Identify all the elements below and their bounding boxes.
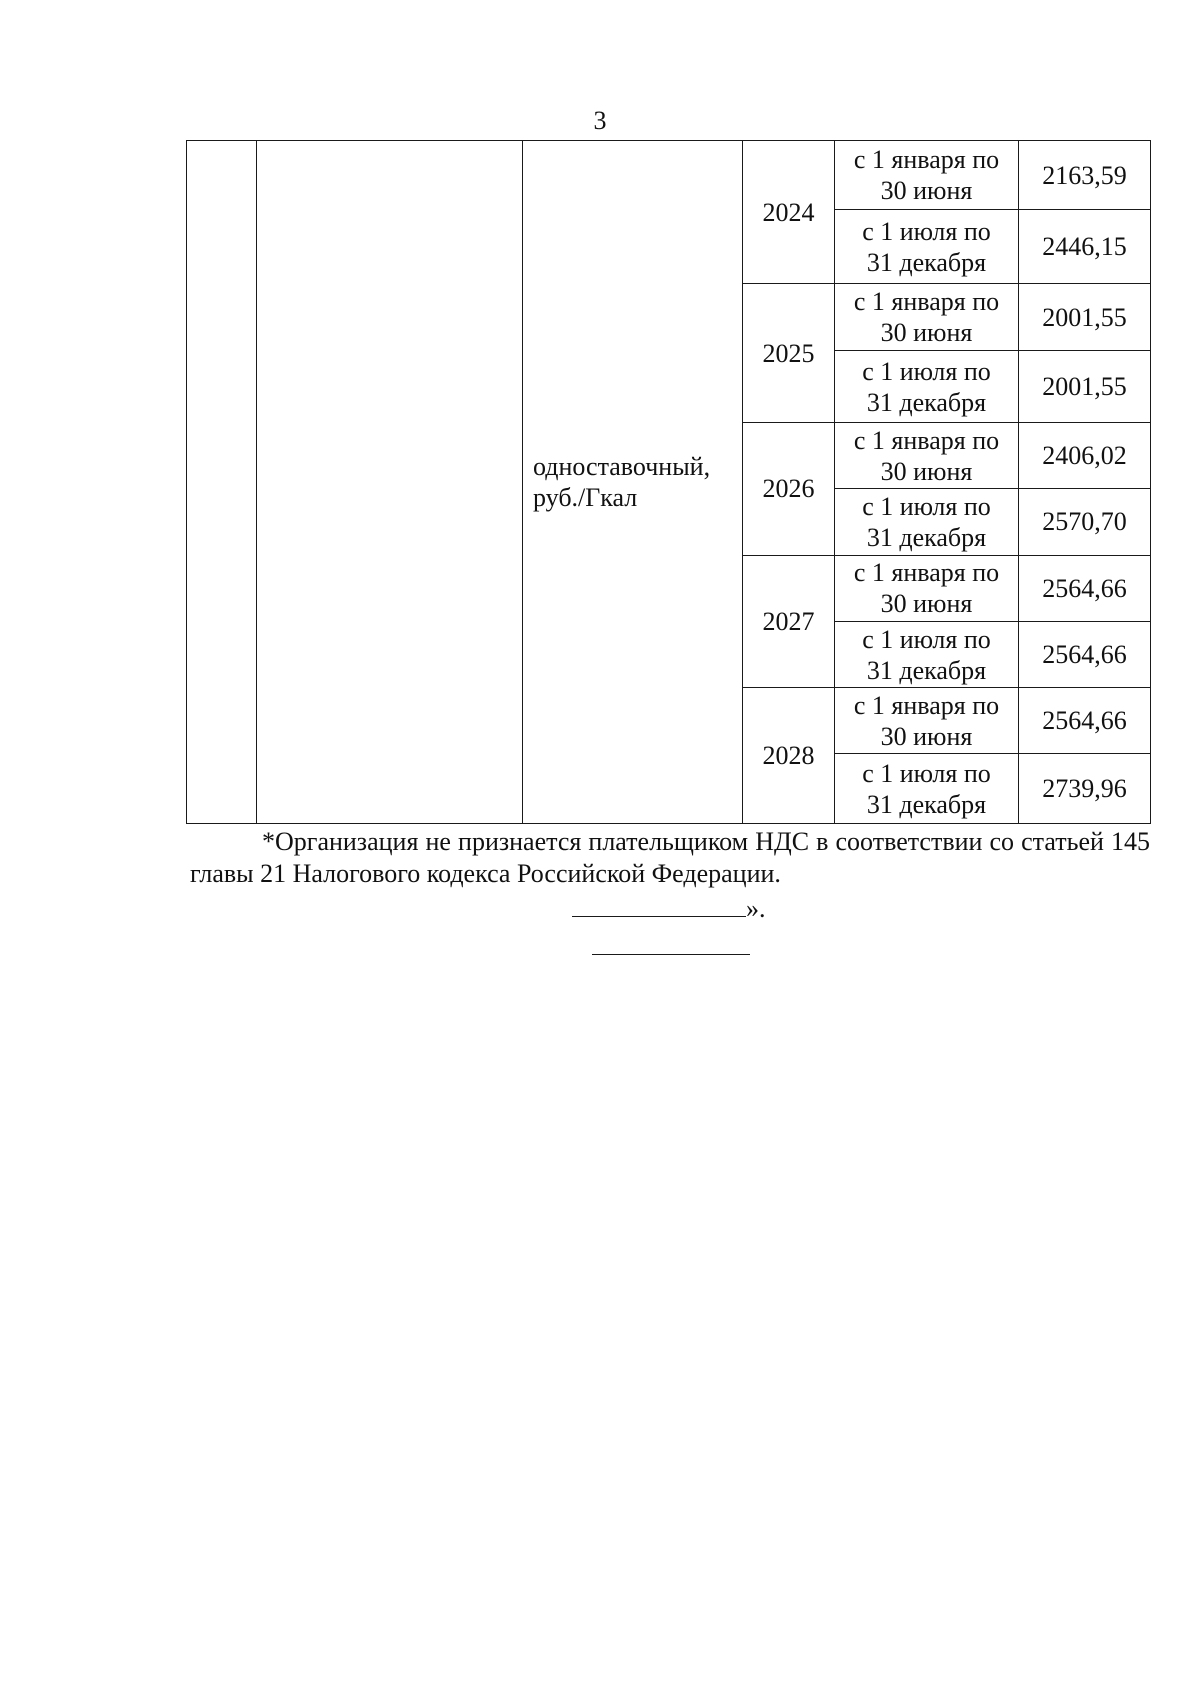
year-cell: 2024 — [743, 141, 835, 284]
tariff-value-cell: 2564,66 — [1019, 688, 1151, 754]
period-line: с 1 июля по — [862, 624, 991, 654]
organization-cell — [257, 141, 523, 824]
period-line: 31 декабря — [866, 387, 987, 417]
tariff-value-cell: 2739,96 — [1019, 754, 1151, 824]
period-cell — [835, 284, 1019, 351]
period-line: 31 декабря — [866, 247, 987, 277]
period-line: 30 июня — [880, 456, 973, 486]
period-line: с 1 января по — [853, 690, 1000, 720]
tariff-value-cell: 2570,70 — [1019, 489, 1151, 555]
period-cell — [835, 688, 1019, 754]
period-line: 30 июня — [880, 318, 973, 348]
period-line: 31 декабря — [866, 655, 987, 685]
tariff-type-line: одноставочный, — [533, 452, 711, 481]
year-cell: 2025 — [743, 284, 835, 423]
period-line: с 1 января по — [853, 145, 1000, 175]
period-cell — [835, 423, 1019, 489]
tariff-type-line: руб./Гкал — [533, 483, 638, 512]
period-line: с 1 июля по — [862, 491, 991, 521]
period-line: 30 июня — [880, 721, 973, 751]
number-cell — [187, 141, 257, 824]
period-line: 31 декабря — [866, 522, 987, 552]
tariff-table-body — [187, 141, 1151, 824]
tariff-value-cell: 2564,66 — [1019, 621, 1151, 687]
year-cell: 2027 — [743, 555, 835, 688]
period-line: 30 июня — [880, 176, 973, 206]
period-line: с 1 июля по — [862, 758, 991, 788]
period-cell — [835, 555, 1019, 621]
period-line: 30 июня — [880, 589, 973, 619]
tariff-table — [186, 140, 1151, 824]
page-number: 3 — [593, 106, 607, 135]
period-cell — [835, 489, 1019, 555]
period-line: 31 декабря — [866, 789, 987, 819]
tariff-value-cell: 2406,02 — [1019, 423, 1151, 489]
vat-footnote: *Организация не признается плательщиком НДС в соответствии со статьей 145 главы 21 Налогового кодекса Российской Федерации. — [190, 827, 1150, 888]
period-line: с 1 января по — [853, 287, 1000, 317]
signature-blank-line — [572, 894, 746, 917]
period-cell — [835, 754, 1019, 824]
end-rule — [592, 954, 750, 955]
period-line: с 1 июля по — [862, 216, 991, 246]
tariff-value-cell: 2446,15 — [1019, 210, 1151, 284]
period-cell — [835, 621, 1019, 687]
closing-mark — [572, 894, 766, 924]
tariff-value-cell: 2001,55 — [1019, 284, 1151, 351]
year-cell: 2026 — [743, 423, 835, 556]
period-cell — [835, 141, 1019, 210]
period-line: с 1 июля по — [862, 356, 991, 386]
period-cell — [835, 351, 1019, 423]
period-cell — [835, 210, 1019, 284]
closing-quote: ». — [746, 894, 766, 923]
year-cell: 2028 — [743, 688, 835, 824]
table-row — [187, 141, 1151, 210]
tariff-value-cell: 2163,59 — [1019, 141, 1151, 210]
period-line: с 1 января по — [853, 425, 1000, 455]
tariff-type-cell — [523, 141, 743, 824]
tariff-value-cell: 2001,55 — [1019, 351, 1151, 423]
period-line: с 1 января по — [853, 558, 1000, 588]
tariff-value-cell: 2564,66 — [1019, 555, 1151, 621]
